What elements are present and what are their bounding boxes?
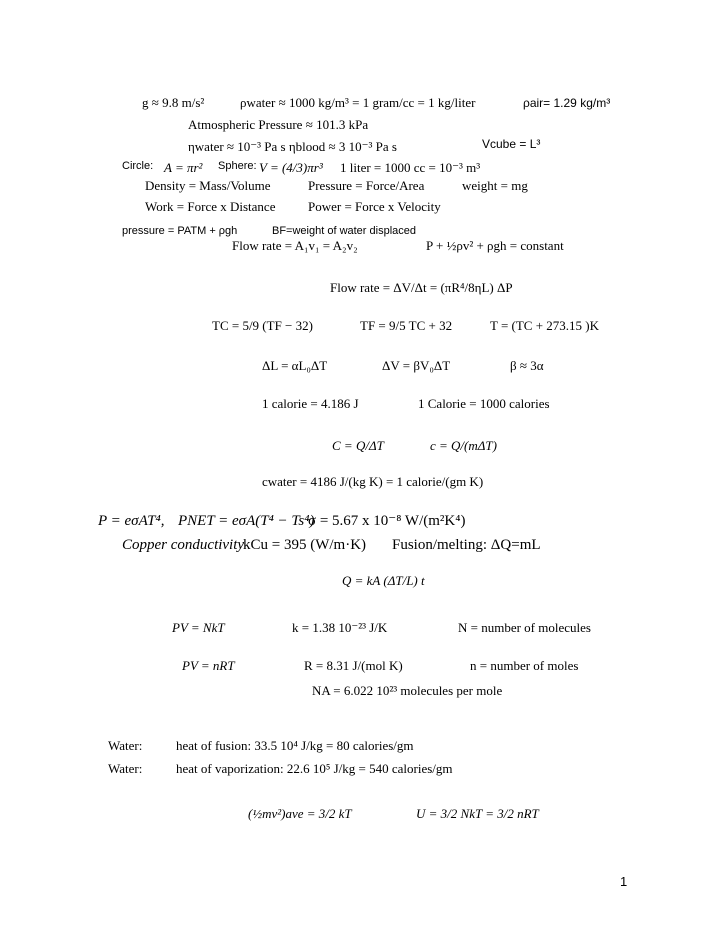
net-radiated-power: PNET = eσA(T⁴ − Ts⁴)	[178, 513, 315, 529]
water-label-fusion: Water:	[108, 738, 143, 753]
work-def: Work = Force x Distance	[145, 199, 276, 214]
number-of-moles: n = number of moles	[470, 658, 579, 673]
viscosity: ηwater ≈ 10⁻³ Pa s ηblood ≈ 3 10⁻³ Pa s	[188, 139, 397, 154]
water-heat-of-fusion: heat of fusion: 33.5 10⁴ J/kg = 80 calories/gm	[176, 738, 414, 753]
page-number: 1	[620, 874, 628, 889]
poiseuille-equation: Flow rate = ΔV/Δt = (πR⁴/8ηL) ΔP	[330, 280, 513, 295]
rho-water: ρwater ≈ 1000 kg/m³ = 1 gram/cc = 1 kg/liter	[240, 95, 476, 110]
number-of-molecules: N = number of molecules	[458, 620, 591, 635]
heat-capacity: C = Q/ΔT	[332, 438, 384, 453]
linear-expansion: ΔL = αL₀ΔT	[262, 358, 328, 373]
sphere-label: Sphere:	[218, 160, 257, 172]
water-heat-of-vaporization: heat of vaporization: 22.6 10⁵ J/kg = 540 calories/gm	[176, 761, 453, 776]
conduction-equation: Q = kA (ΔT/L) t	[342, 573, 425, 588]
ideal-gas-nkt: PV = NkT	[172, 620, 225, 635]
pressure-depth: pressure = PATM + ρgh	[122, 225, 238, 237]
radiated-power: P = eσAT⁴,	[98, 513, 165, 529]
stefan-boltzmann: σ = 5.67 x 10⁻⁸ W/(m²K⁴)	[308, 513, 466, 529]
circle-formula: A = πr²	[164, 160, 203, 175]
boltzmann-constant: k = 1.38 10⁻²³ J/K	[292, 620, 388, 635]
continuity-equation: Flow rate = A₁v₁ = A₂v₂	[232, 238, 358, 253]
copper-label: Copper conductivity	[122, 537, 245, 553]
copper-conductivity: kCu = 395 (W/m·K)	[243, 537, 367, 553]
celsius-conversion: TC = 5/9 (TF − 32)	[212, 318, 313, 333]
beta-alpha: β ≈ 3α	[510, 358, 544, 373]
big-calorie-def: 1 Calorie = 1000 calories	[418, 396, 550, 411]
internal-energy: U = 3/2 NkT = 3/2 nRT	[416, 806, 539, 821]
buoyant-force: BF=weight of water displaced	[272, 225, 416, 237]
v-cube: Vcube = L³	[482, 137, 541, 151]
liter-conversion: 1 liter = 1000 cc = 10⁻³ m³	[340, 160, 481, 175]
density-def: Density = Mass/Volume	[145, 178, 271, 193]
fahrenheit-conversion: TF = 9/5 TC + 32	[360, 318, 453, 333]
water-specific-heat: cwater = 4186 J/(kg K) = 1 calorie/(gm K)	[262, 474, 484, 489]
avogadro-number: NA = 6.022 10²³ molecules per mole	[312, 683, 503, 698]
calorie-def: 1 calorie = 4.186 J	[262, 396, 359, 411]
pressure-def: Pressure = Force/Area	[308, 178, 425, 193]
volume-expansion: ΔV = βV₀ΔT	[382, 358, 451, 373]
ideal-gas-nrt: PV = nRT	[182, 658, 235, 673]
specific-heat: c = Q/(mΔT)	[430, 438, 497, 453]
average-kinetic-energy: (½mv²)ave = 3/2 kT	[248, 806, 352, 821]
atmospheric-pressure: Atmospheric Pressure ≈ 101.3 kPa	[188, 117, 369, 132]
gas-constant: R = 8.31 J/(mol K)	[304, 658, 403, 673]
bernoulli-equation: P + ½ρv² + ρgh = constant	[426, 238, 564, 253]
sphere-formula: V = (4/3)πr³	[259, 160, 323, 175]
kelvin-conversion: T = (TC + 273.15 )K	[490, 318, 600, 333]
rho-air: ρair= 1.29 kg/m³	[523, 96, 611, 110]
g-constant: g ≈ 9.8 m/s²	[142, 95, 205, 110]
water-label-vaporization: Water:	[108, 761, 143, 776]
power-def: Power = Force x Velocity	[308, 199, 441, 214]
fusion-melting: Fusion/melting: ΔQ=mL	[392, 537, 541, 553]
weight-def: weight = mg	[462, 178, 528, 193]
circle-label: Circle:	[122, 160, 154, 172]
